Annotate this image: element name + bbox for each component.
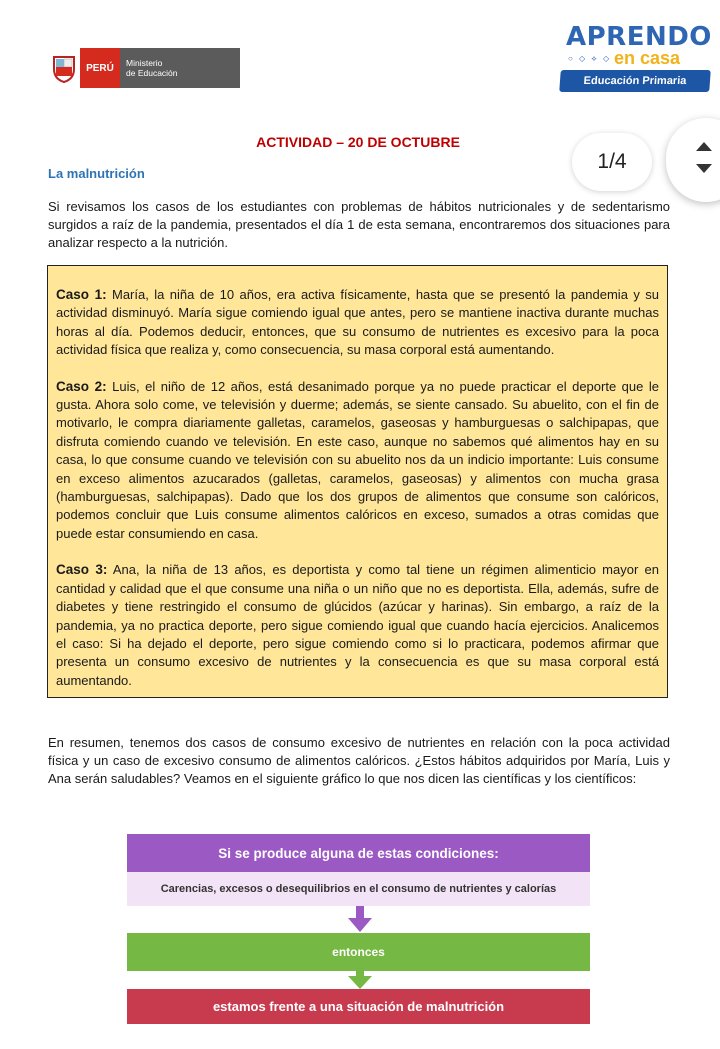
section-subtitle: La malnutrición — [48, 166, 145, 181]
diagram-causes: Carencias, excesos o desequilibrios en el consumo de nutrientes y calorías — [127, 872, 590, 906]
case-label: Caso 3: — [56, 562, 108, 578]
peru-label: PERÚ — [80, 48, 120, 88]
aprendo-en-casa-logo — [556, 22, 712, 94]
decorative-dots-icon: ○ ◇ ⟡ ◇ — [568, 54, 612, 63]
case-2 — [56, 378, 659, 544]
page-navigation-control[interactable] — [666, 118, 720, 202]
arrow-down-icon — [348, 971, 372, 989]
chevron-down-icon[interactable] — [696, 164, 712, 173]
malnutrition-diagram — [127, 834, 590, 1024]
aprendo-subtitle: en casa — [614, 48, 681, 68]
intro-paragraph: Si revisamos los casos de los estudiantes con problemas de hábitos nutricionales y de sedentarismo surgidos a raíz de la pandemia, presentados el día 1 de esta semana, encontraremos dos situaciones para analizar respecto a la nutrición. — [48, 199, 670, 250]
diagram-condition: Si se produce alguna de estas condiciones: — [127, 834, 590, 872]
coat-of-arms-icon — [48, 48, 80, 88]
diagram-then: entonces — [127, 933, 590, 971]
case-label: Caso 1: — [56, 287, 107, 302]
summary-paragraph: En resumen, tenemos dos casos de consumo excesivo de nutrientes en relación con la poca actividad física y un caso de excesivo consumo de alimentos calóricos. ¿Estos hábitos adquiridos por María, Luis y Ana serán saludables? Veamos en el siguiente gráfico lo que nos dicen las científicas y los científicos: — [48, 735, 670, 786]
page-indicator: 1/4 — [572, 133, 652, 191]
aprendo-title: APRENDO — [566, 22, 712, 52]
peru-ministry-logo — [48, 48, 240, 88]
ministry-line-1: Ministerio — [126, 58, 163, 68]
case-3 — [56, 561, 659, 690]
cases-box — [47, 265, 668, 698]
case-text: Ana, la niña de 13 años, es deportista y como tal tiene un régimen alimenticio mayor en cantidad y calidad que el que consume una niña o un niño que no es deportista. Ella, además, sufre de diabetes y tiene restringido el consumo de glúcidos (azúcar y harinas). Sin embargo, a raíz de la pandemia, ya no practica deporte, pero sigue comiendo igual que cuando hacía ejercicios. Analicemos el caso: Si ha dejado el deporte, pero sigue comiendo como si lo practicara, podemos afirmar que presenta un consumo excesivo de nutrientes y la consecuencia es que su masa corporal está aumentando. — [56, 562, 659, 688]
case-1 — [56, 286, 659, 360]
diagram-result: estamos frente a una situación de malnutrición — [127, 989, 590, 1024]
case-text: María, la niña de 10 años, era activa físicamente, hasta que se presentó la pandemia y su actividad disminuyó. María sigue comiendo igual que antes, pero se mantiene inactiva durante muchas horas al día. Podemos deducir, entonces, que su consumo de nutrientes es excesivo para la poca actividad física que realiza y, como consecuencia, su masa corporal está aumentando. — [56, 287, 659, 358]
case-text: Luis, el niño de 12 años, está desanimado porque ya no puede practicar el deporte que le gusta. Ahora solo come, ve televisión y duerme; además, se siente cansado. Su abuelito, con el fin de motivarlo, le compra diariamente galletas, caramelos, gaseosas y hamburguesas o salchipapas, que disfruta comiendo cuando ve televisión. En este caso, aunque no sabemos qué alimentos hay en su casa, lo que consume cuando ve televisión con su abuelito nos da un indicio importante: Luis consume en exceso alimentos azucarados (galletas, caramelos, gaseosas) y alimentos con mucha grasa (hamburguesas, salchipapas). Dado que los dos grupos de alimentos que consume son calóricos, podemos concluir que Luis consume alimentos calóricos en exceso, sumados a otras comidas que puede estar consumiendo en casa. — [56, 378, 659, 541]
ministry-line-2: de Educación — [126, 68, 178, 78]
activity-title: ACTIVIDAD – 20 DE OCTUBRE — [256, 134, 460, 150]
ministry-name — [120, 48, 240, 88]
aprendo-level-band: Educación Primaria — [559, 70, 711, 92]
case-label: Caso 2: — [56, 378, 107, 394]
arrow-down-icon — [348, 906, 372, 932]
